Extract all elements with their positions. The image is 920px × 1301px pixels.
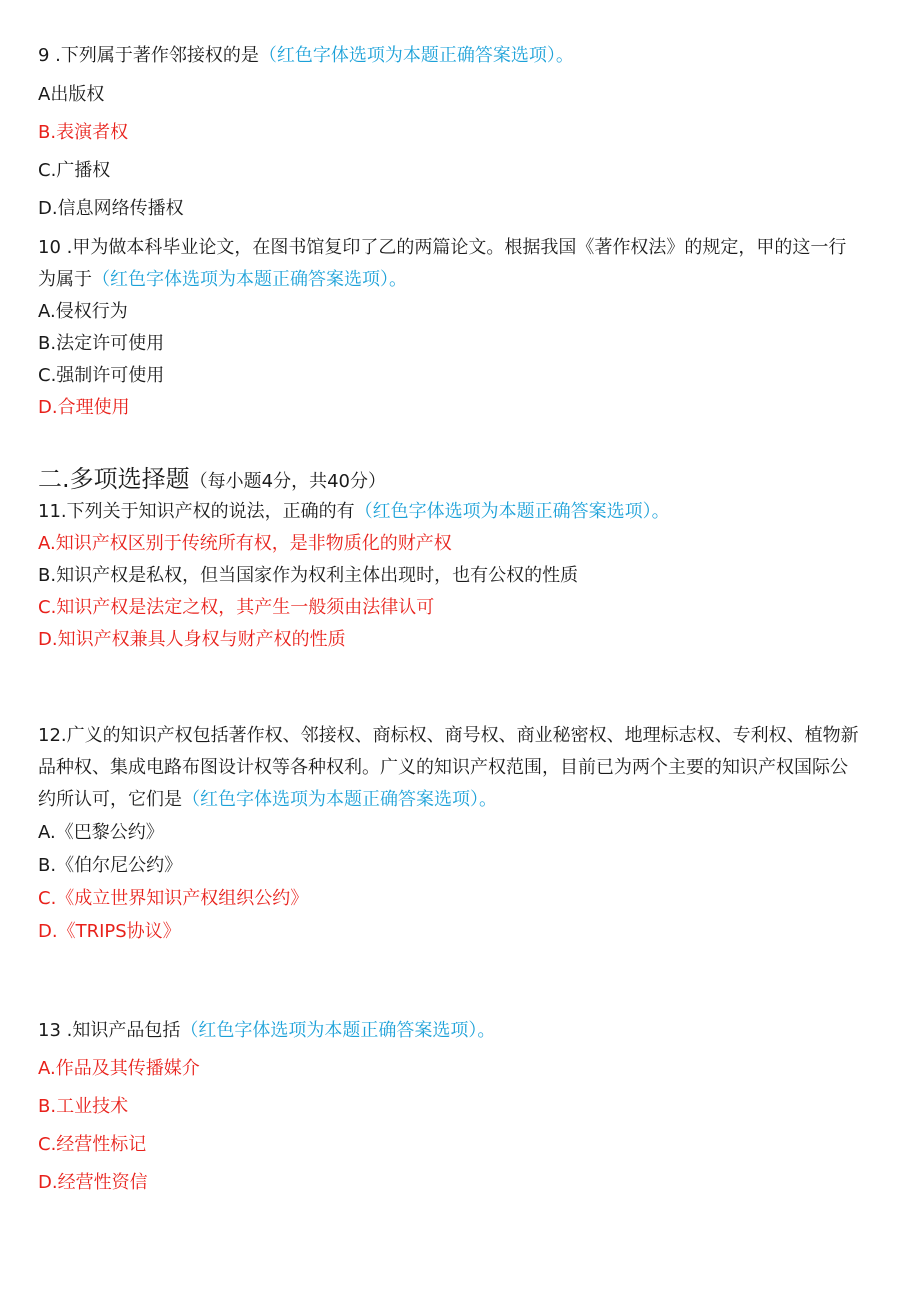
question-11-stem xyxy=(38,500,670,524)
q12-option-b: B.《伯尔尼公约》 xyxy=(38,855,183,876)
question-12-stem-line2: 品种权、集成电路布图设计权等各种权利。广义的知识产权范围，目前已为两个主要的知识产权国际公 xyxy=(38,757,848,778)
q13-option-d: D.经营性资信 xyxy=(38,1172,148,1193)
answer-hint: （红色字体选项为本题正确答案选项）。 xyxy=(258,45,574,66)
q9-option-c: C.广播权 xyxy=(38,160,111,181)
answer-hint: （红色字体选项为本题正确答案选项）。 xyxy=(92,269,407,290)
question-10-stem-line1: 10 .甲为做本科毕业论文，在图书馆复印了乙的两篇论文。根据我国《著作权法》的规定，甲的这一行 xyxy=(38,237,847,258)
question-13-stem xyxy=(38,1019,495,1043)
q10-option-b: B.法定许可使用 xyxy=(38,333,165,354)
question-text: 11.下列关于知识产权的说法，正确的有 xyxy=(38,501,355,522)
q10-option-d: D.合理使用 xyxy=(38,397,130,418)
question-10-stem-line2 xyxy=(38,268,407,292)
question-text: 9 .下列属于著作邻接权的是 xyxy=(38,45,259,66)
section-heading xyxy=(38,464,386,497)
question-text: 约所认可，它们是 xyxy=(38,789,182,810)
q11-option-b: B.知识产权是私权，但当国家作为权利主体出现时，也有公权的性质 xyxy=(38,565,579,586)
q12-option-c: C.《成立世界知识产权组织公约》 xyxy=(38,888,309,909)
q10-option-c: C.强制许可使用 xyxy=(38,365,165,386)
q9-option-b: B.表演者权 xyxy=(38,122,129,143)
question-12-stem-line3 xyxy=(38,788,497,812)
question-text: 为属于 xyxy=(38,269,92,290)
q11-option-a: A.知识产权区别于传统所有权，是非物质化的财产权 xyxy=(38,533,452,554)
q9-option-a: A出版权 xyxy=(38,84,105,105)
question-9-stem xyxy=(38,44,574,68)
q13-option-b: B.工业技术 xyxy=(38,1096,129,1117)
section-title: 二.多项选择题 xyxy=(38,465,190,493)
question-12-stem-line1: 12.广义的知识产权包括著作权、邻接权、商标权、商号权、商业秘密权、地理标志权、专利权、植物新 xyxy=(38,725,859,746)
q13-option-c: C.经营性标记 xyxy=(38,1134,147,1155)
answer-hint: （红色字体选项为本题正确答案选项）。 xyxy=(354,501,670,522)
q9-option-d: D.信息网络传播权 xyxy=(38,198,184,219)
q12-option-a: A.《巴黎公约》 xyxy=(38,822,164,843)
q11-option-d: D.知识产权兼具人身权与财产权的性质 xyxy=(38,629,346,650)
q13-option-a: A.作品及其传播媒介 xyxy=(38,1058,200,1079)
q12-option-d: D.《TRIPS协议》 xyxy=(38,921,181,942)
q10-option-a: A.侵权行为 xyxy=(38,301,128,322)
q11-option-c: C.知识产权是法定之权，其产生一般须由法律认可 xyxy=(38,597,435,618)
question-text: 13 .知识产品包括 xyxy=(38,1020,181,1041)
answer-hint: （红色字体选项为本题正确答案选项）。 xyxy=(180,1020,496,1041)
answer-hint: （红色字体选项为本题正确答案选项）。 xyxy=(182,789,497,810)
section-subtitle: （每小题4分，共40分） xyxy=(189,471,386,492)
